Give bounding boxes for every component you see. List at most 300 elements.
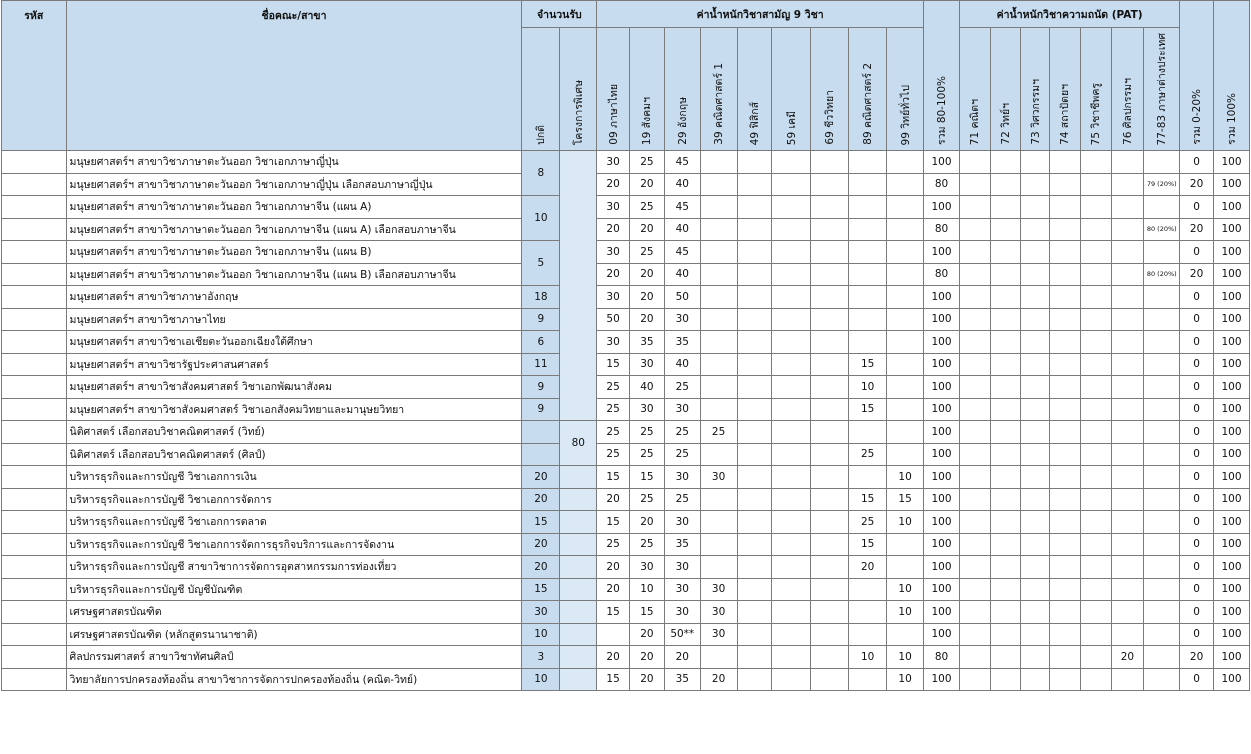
- cell-s69: [811, 286, 849, 309]
- cell-p75: [1080, 488, 1111, 511]
- cell-p76: [1111, 353, 1144, 376]
- cell-s89: [849, 151, 887, 174]
- cell-p75: [1080, 601, 1111, 624]
- cell-sum80: 100: [924, 308, 960, 331]
- header-s19: 19 สังคมฯ: [630, 28, 665, 151]
- cell-code: [2, 218, 67, 241]
- cell-p75: [1080, 443, 1111, 466]
- admission-weight-table: [1, 0, 1250, 691]
- cell-s59: [772, 511, 811, 534]
- header-p74: 74 สถาปัตยฯ: [1050, 28, 1081, 151]
- cell-p72: [990, 533, 1021, 556]
- cell-p75: [1080, 623, 1111, 646]
- cell-p73: [1021, 668, 1050, 691]
- cell-p77: [1144, 353, 1180, 376]
- cell-name: วิทยาลัยการปกครองท้องถิ่น สาขาวิชาการจัดการปกครองท้องถิ่น (คณิต-วิทย์): [66, 668, 522, 691]
- cell-s29: 30: [664, 466, 700, 489]
- cell-p73: [1021, 218, 1050, 241]
- cell-p73: [1021, 421, 1050, 444]
- cell-quota-normal: 9: [522, 308, 560, 331]
- cell-sum100: 100: [1214, 196, 1250, 219]
- cell-quota-normal: 8: [522, 151, 560, 196]
- cell-sum80: 80: [924, 646, 960, 669]
- cell-name: ศิลปกรรมศาสตร์ สาขาวิชาทัศนศิลป์: [66, 646, 522, 669]
- cell-sum80: 100: [924, 443, 960, 466]
- cell-s49: [737, 398, 772, 421]
- cell-quota-special: [560, 151, 597, 421]
- cell-s19: 25: [630, 196, 665, 219]
- cell-p72: [990, 646, 1021, 669]
- cell-p72: [990, 308, 1021, 331]
- cell-code: [2, 443, 67, 466]
- cell-p74: [1050, 308, 1081, 331]
- cell-p71: [959, 511, 990, 534]
- cell-p75: [1080, 196, 1111, 219]
- cell-s69: [811, 646, 849, 669]
- cell-s89: 15: [849, 533, 887, 556]
- cell-p72: [990, 488, 1021, 511]
- cell-p76: [1111, 376, 1144, 399]
- cell-s89: 20: [849, 556, 887, 579]
- cell-s59: [772, 353, 811, 376]
- cell-sum0: 0: [1180, 353, 1214, 376]
- cell-p71: [959, 601, 990, 624]
- cell-s89: 15: [849, 488, 887, 511]
- cell-s59: [772, 308, 811, 331]
- cell-s49: [737, 601, 772, 624]
- cell-s49: [737, 263, 772, 286]
- cell-sum80: 100: [924, 353, 960, 376]
- cell-p77: [1144, 533, 1180, 556]
- cell-sum100: 100: [1214, 353, 1250, 376]
- cell-p74: [1050, 623, 1081, 646]
- cell-s39: [700, 533, 737, 556]
- cell-p74: [1050, 533, 1081, 556]
- cell-s19: 30: [630, 556, 665, 579]
- cell-p72: [990, 376, 1021, 399]
- cell-p74: [1050, 173, 1081, 196]
- cell-sum80: 100: [924, 623, 960, 646]
- cell-p76: [1111, 668, 1144, 691]
- cell-sum80: 100: [924, 488, 960, 511]
- cell-s29: 40: [664, 353, 700, 376]
- cell-code: [2, 241, 67, 264]
- cell-s09: 20: [597, 488, 630, 511]
- cell-s89: [849, 601, 887, 624]
- table-row: [2, 218, 1250, 241]
- cell-p71: [959, 353, 990, 376]
- cell-sum0: 0: [1180, 578, 1214, 601]
- cell-p75: [1080, 511, 1111, 534]
- cell-sum0: 0: [1180, 308, 1214, 331]
- table-row: [2, 646, 1250, 669]
- cell-quota-normal: 18: [522, 286, 560, 309]
- cell-s59: [772, 466, 811, 489]
- cell-name: มนุษยศาสตร์ฯ สาขาวิชาสังคมศาสตร์ วิชาเอกสังคมวิทยาและมานุษยวิทยา: [66, 398, 522, 421]
- cell-sum0: 0: [1180, 286, 1214, 309]
- table-row: [2, 263, 1250, 286]
- header-s39: 39 คณิตศาสตร์ 1: [700, 28, 737, 151]
- cell-code: [2, 623, 67, 646]
- cell-sum100: 100: [1214, 151, 1250, 174]
- cell-p72: [990, 286, 1021, 309]
- header-code: รหัส: [2, 1, 67, 151]
- cell-s09: 25: [597, 533, 630, 556]
- cell-p72: [990, 668, 1021, 691]
- cell-sum0: 0: [1180, 623, 1214, 646]
- cell-s19: 15: [630, 466, 665, 489]
- cell-sum0: 0: [1180, 196, 1214, 219]
- cell-s19: 25: [630, 241, 665, 264]
- cell-sum100: 100: [1214, 218, 1250, 241]
- cell-s29: 35: [664, 668, 700, 691]
- cell-s69: [811, 196, 849, 219]
- cell-quota-special: [560, 623, 597, 646]
- cell-s69: [811, 353, 849, 376]
- cell-s49: [737, 578, 772, 601]
- cell-p76: [1111, 466, 1144, 489]
- cell-sum80: 100: [924, 601, 960, 624]
- cell-sum80: 100: [924, 578, 960, 601]
- cell-s39: [700, 331, 737, 354]
- header-s49: 49 ฟิสิกส์: [737, 28, 772, 151]
- cell-p72: [990, 623, 1021, 646]
- cell-p72: [990, 398, 1021, 421]
- cell-s49: [737, 331, 772, 354]
- cell-p73: [1021, 488, 1050, 511]
- table-row: [2, 488, 1250, 511]
- cell-s99: 10: [887, 668, 924, 691]
- table-row: [2, 578, 1250, 601]
- cell-quota-normal: 15: [522, 511, 560, 534]
- cell-p75: [1080, 241, 1111, 264]
- table-row: [2, 466, 1250, 489]
- cell-p74: [1050, 218, 1081, 241]
- table-row: [2, 151, 1250, 174]
- cell-sum0: 0: [1180, 151, 1214, 174]
- cell-code: [2, 196, 67, 219]
- cell-s99: [887, 533, 924, 556]
- cell-s39: [700, 556, 737, 579]
- table-row: [2, 196, 1250, 219]
- cell-sum80: 100: [924, 466, 960, 489]
- cell-p73: [1021, 308, 1050, 331]
- cell-s39: [700, 218, 737, 241]
- cell-s69: [811, 466, 849, 489]
- cell-s59: [772, 241, 811, 264]
- header-p72: 72 วิทย์ฯ: [990, 28, 1021, 151]
- cell-s99: [887, 263, 924, 286]
- cell-s39: [700, 263, 737, 286]
- cell-sum100: 100: [1214, 286, 1250, 309]
- cell-p73: [1021, 443, 1050, 466]
- cell-s69: [811, 173, 849, 196]
- cell-p77: [1144, 286, 1180, 309]
- cell-s19: 20: [630, 286, 665, 309]
- cell-sum0: 0: [1180, 241, 1214, 264]
- cell-p74: [1050, 421, 1081, 444]
- cell-p76: [1111, 173, 1144, 196]
- header-quota-special: โครงการพิเศษ: [560, 28, 597, 151]
- cell-s29: 25: [664, 376, 700, 399]
- cell-s49: [737, 511, 772, 534]
- cell-sum100: 100: [1214, 173, 1250, 196]
- cell-s99: [887, 623, 924, 646]
- cell-p74: [1050, 331, 1081, 354]
- cell-p73: [1021, 398, 1050, 421]
- cell-sum100: 100: [1214, 331, 1250, 354]
- cell-p72: [990, 601, 1021, 624]
- cell-s69: [811, 488, 849, 511]
- cell-p75: [1080, 308, 1111, 331]
- cell-p74: [1050, 511, 1081, 534]
- cell-sum0: 0: [1180, 601, 1214, 624]
- cell-s59: [772, 488, 811, 511]
- cell-s89: [849, 263, 887, 286]
- cell-s29: 30: [664, 511, 700, 534]
- cell-s19: 25: [630, 443, 665, 466]
- cell-s99: [887, 421, 924, 444]
- header-pat: ค่าน้ำหนักวิชาความถนัด (PAT): [959, 1, 1179, 28]
- cell-s59: [772, 556, 811, 579]
- cell-s29: 35: [664, 533, 700, 556]
- cell-quota-special: [560, 511, 597, 534]
- cell-p74: [1050, 646, 1081, 669]
- cell-sum100: 100: [1214, 511, 1250, 534]
- cell-sum100: 100: [1214, 488, 1250, 511]
- cell-s59: [772, 398, 811, 421]
- cell-code: [2, 398, 67, 421]
- cell-s39: 30: [700, 601, 737, 624]
- cell-s29: 30: [664, 398, 700, 421]
- cell-quota-special: [560, 556, 597, 579]
- cell-p77: [1144, 398, 1180, 421]
- cell-s09: 20: [597, 263, 630, 286]
- cell-p75: [1080, 533, 1111, 556]
- cell-p74: [1050, 151, 1081, 174]
- cell-p71: [959, 308, 990, 331]
- cell-sum80: 100: [924, 533, 960, 556]
- cell-sum80: 80: [924, 173, 960, 196]
- cell-p71: [959, 488, 990, 511]
- cell-sum80: 100: [924, 331, 960, 354]
- cell-quota-special: [560, 578, 597, 601]
- header-s89: 89 คณิตศาสตร์ 2: [849, 28, 887, 151]
- cell-p75: [1080, 353, 1111, 376]
- table-row: [2, 511, 1250, 534]
- cell-sum0: 0: [1180, 668, 1214, 691]
- cell-s19: 35: [630, 331, 665, 354]
- cell-p72: [990, 218, 1021, 241]
- cell-s49: [737, 308, 772, 331]
- cell-name: เศรษฐศาสตรบัณฑิต (หลักสูตรนานาชาติ): [66, 623, 522, 646]
- cell-p75: [1080, 376, 1111, 399]
- cell-p71: [959, 421, 990, 444]
- cell-s29: 45: [664, 241, 700, 264]
- cell-quota-special: [560, 466, 597, 489]
- cell-code: [2, 533, 67, 556]
- cell-s39: [700, 286, 737, 309]
- cell-p74: [1050, 488, 1081, 511]
- cell-s09: 20: [597, 556, 630, 579]
- cell-p77: [1144, 196, 1180, 219]
- table-row: [2, 601, 1250, 624]
- cell-sum80: 100: [924, 151, 960, 174]
- cell-s09: 25: [597, 421, 630, 444]
- cell-p75: [1080, 421, 1111, 444]
- cell-s09: 15: [597, 668, 630, 691]
- cell-p72: [990, 466, 1021, 489]
- cell-p77: [1144, 646, 1180, 669]
- cell-s19: 20: [630, 218, 665, 241]
- cell-s09: 20: [597, 646, 630, 669]
- cell-sum100: 100: [1214, 443, 1250, 466]
- cell-s69: [811, 533, 849, 556]
- cell-p77: [1144, 623, 1180, 646]
- cell-code: [2, 466, 67, 489]
- cell-p76: [1111, 308, 1144, 331]
- cell-quota-special: 80: [560, 421, 597, 466]
- cell-s49: [737, 443, 772, 466]
- header-sum100: รวม 100%: [1214, 1, 1250, 151]
- cell-s09: 25: [597, 376, 630, 399]
- cell-s89: [849, 173, 887, 196]
- table-row: [2, 533, 1250, 556]
- cell-p76: [1111, 421, 1144, 444]
- cell-p76: [1111, 511, 1144, 534]
- cell-code: [2, 601, 67, 624]
- cell-sum100: 100: [1214, 308, 1250, 331]
- cell-s89: [849, 241, 887, 264]
- table-row: [2, 556, 1250, 579]
- cell-s99: [887, 173, 924, 196]
- cell-s69: [811, 263, 849, 286]
- cell-name: มนุษยศาสตร์ฯ สาขาวิชาภาษาตะวันออก วิชาเอกภาษาจีน (แผน A) เลือกสอบภาษาจีน: [66, 218, 522, 241]
- cell-sum0: 0: [1180, 511, 1214, 534]
- cell-s59: [772, 196, 811, 219]
- cell-p71: [959, 218, 990, 241]
- cell-s59: [772, 151, 811, 174]
- cell-s39: 30: [700, 466, 737, 489]
- header-s99: 99 วิทย์ทั่วไป: [887, 28, 924, 151]
- cell-p73: [1021, 331, 1050, 354]
- cell-p77: 80 (20%): [1144, 218, 1180, 241]
- cell-p73: [1021, 376, 1050, 399]
- cell-s39: [700, 511, 737, 534]
- cell-s19: 25: [630, 151, 665, 174]
- cell-p71: [959, 466, 990, 489]
- cell-sum100: 100: [1214, 533, 1250, 556]
- cell-name: มนุษยศาสตร์ฯ สาขาวิชาภาษาตะวันออก วิชาเอกภาษาจีน (แผน B): [66, 241, 522, 264]
- cell-code: [2, 556, 67, 579]
- cell-s99: 10: [887, 578, 924, 601]
- cell-s69: [811, 443, 849, 466]
- cell-s89: [849, 466, 887, 489]
- cell-s19: 20: [630, 511, 665, 534]
- cell-p74: [1050, 353, 1081, 376]
- cell-p77: 79 (20%): [1144, 173, 1180, 196]
- cell-s99: 10: [887, 511, 924, 534]
- cell-quota-normal: 20: [522, 533, 560, 556]
- cell-s89: 10: [849, 376, 887, 399]
- cell-p73: [1021, 533, 1050, 556]
- cell-p75: [1080, 466, 1111, 489]
- cell-p73: [1021, 151, 1050, 174]
- table-row: [2, 331, 1250, 354]
- cell-p77: [1144, 488, 1180, 511]
- header-p75: 75 วิชาชีพครู: [1080, 28, 1111, 151]
- cell-s09: 30: [597, 151, 630, 174]
- cell-code: [2, 308, 67, 331]
- cell-p76: [1111, 196, 1144, 219]
- header-sum80: รวม 80-100%: [924, 1, 960, 151]
- cell-quota-normal: 10: [522, 668, 560, 691]
- cell-s59: [772, 286, 811, 309]
- cell-s09: 20: [597, 578, 630, 601]
- cell-s19: 20: [630, 173, 665, 196]
- cell-s29: 40: [664, 263, 700, 286]
- cell-p77: [1144, 466, 1180, 489]
- cell-s09: 15: [597, 353, 630, 376]
- cell-p71: [959, 646, 990, 669]
- cell-p77: [1144, 331, 1180, 354]
- cell-s89: 25: [849, 443, 887, 466]
- cell-s09: 15: [597, 466, 630, 489]
- cell-p76: 20: [1111, 646, 1144, 669]
- cell-s29: 50**: [664, 623, 700, 646]
- cell-p76: [1111, 151, 1144, 174]
- cell-p73: [1021, 241, 1050, 264]
- cell-quota-normal: 5: [522, 241, 560, 286]
- cell-p77: [1144, 668, 1180, 691]
- cell-s09: 15: [597, 601, 630, 624]
- cell-sum0: 0: [1180, 533, 1214, 556]
- header-sum0: รวม 0-20%: [1180, 1, 1214, 151]
- cell-name: มนุษยศาสตร์ฯ สาขาวิชาภาษาอังกฤษ: [66, 286, 522, 309]
- cell-name: บริหารธุรกิจและการบัญชี บัญชีบัณฑิต: [66, 578, 522, 601]
- cell-sum80: 100: [924, 511, 960, 534]
- cell-name: บริหารธุรกิจและการบัญชี วิชาเอกการเงิน: [66, 466, 522, 489]
- cell-s09: 30: [597, 331, 630, 354]
- table-row: [2, 308, 1250, 331]
- cell-p71: [959, 241, 990, 264]
- cell-p72: [990, 556, 1021, 579]
- cell-s09: 30: [597, 196, 630, 219]
- cell-p74: [1050, 376, 1081, 399]
- cell-quota-special: [560, 601, 597, 624]
- cell-p74: [1050, 668, 1081, 691]
- cell-p73: [1021, 196, 1050, 219]
- table-row: [2, 623, 1250, 646]
- cell-code: [2, 151, 67, 174]
- cell-sum0: 20: [1180, 218, 1214, 241]
- cell-quota-normal: 30: [522, 601, 560, 624]
- cell-s49: [737, 556, 772, 579]
- cell-sum80: 100: [924, 556, 960, 579]
- cell-p74: [1050, 263, 1081, 286]
- cell-sum100: 100: [1214, 466, 1250, 489]
- cell-p76: [1111, 601, 1144, 624]
- cell-s49: [737, 623, 772, 646]
- cell-s09: 25: [597, 443, 630, 466]
- cell-p75: [1080, 173, 1111, 196]
- cell-p74: [1050, 601, 1081, 624]
- cell-s29: 25: [664, 421, 700, 444]
- cell-s89: 15: [849, 398, 887, 421]
- cell-s99: [887, 308, 924, 331]
- cell-name: บริหารธุรกิจและการบัญชี วิชาเอกการจัดการ: [66, 488, 522, 511]
- cell-s69: [811, 398, 849, 421]
